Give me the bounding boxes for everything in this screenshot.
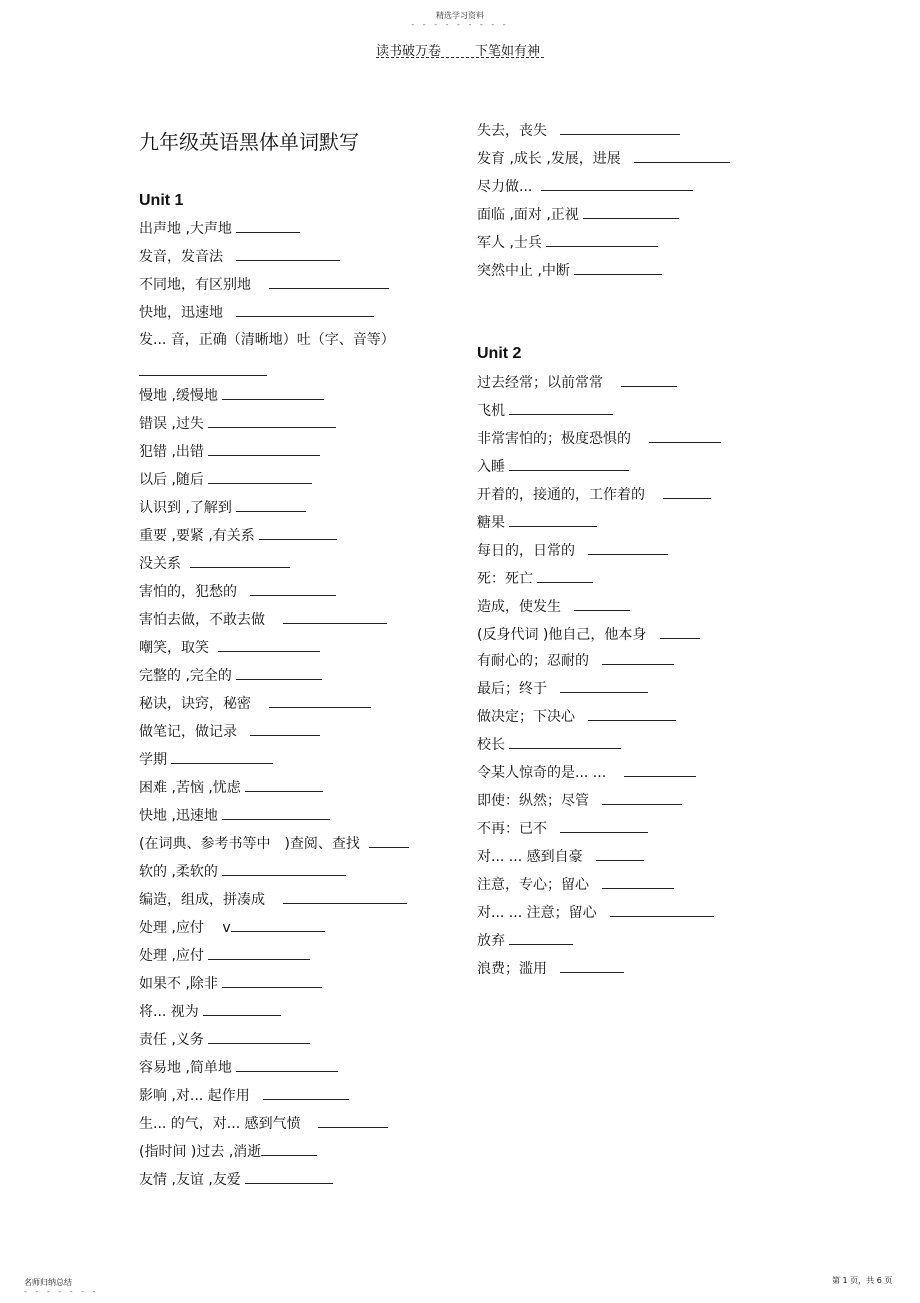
vocab-item: 做决定；下决心: [477, 708, 676, 724]
vocab-item: 非常害怕的；极度恐惧的: [477, 430, 721, 446]
vocab-item: 重要 ,要紧 ,有关系: [139, 527, 337, 543]
vocab-item: 友情 ,友谊 ,友爱: [139, 1171, 333, 1187]
motto-left: 读书破万卷: [376, 44, 442, 59]
answer-line: [139, 375, 267, 376]
vocab-item: 以后 ,随后: [139, 471, 312, 487]
vocab-item: (在词典、参考书等中 )查阅、查找: [139, 835, 409, 851]
vocab-item: 发... 音，正确（清晰地）吐（字、音等）: [139, 332, 395, 348]
vocab-item: 害怕的，犯愁的: [139, 583, 336, 599]
header-dots: - - - - - - - - -: [411, 20, 509, 29]
vocab-item: 发育 ,成长 ,发展，进展: [477, 150, 730, 166]
unit1-heading: Unit 1: [139, 192, 184, 209]
vocab-item: 做笔记，做记录: [139, 723, 320, 739]
vocab-item: 害怕去做，不敢去做: [139, 611, 387, 627]
vocab-item: (反身代词 )他自己，他本身: [477, 626, 700, 642]
vocab-item: 生... 的气，对... 感到气愤: [139, 1115, 388, 1131]
page-info: 第 1 页，共 6 页: [832, 1276, 893, 1285]
footer-dots: - - - - - - -: [24, 1287, 99, 1296]
vocab-item: 如果不 ,除非: [139, 975, 322, 991]
vocab-item: 完整的 ,完全的: [139, 667, 322, 683]
unit2-heading: Unit 2: [477, 345, 522, 362]
vocab-item: 放弃: [477, 932, 573, 948]
vocab-item: 编造，组成，拼凑成: [139, 891, 407, 907]
vocab-item: 软的 ,柔软的: [139, 863, 346, 879]
vocab-item: 糖果: [477, 514, 597, 530]
vocab-item: 将... 视为: [139, 1003, 281, 1019]
vocab-item: 影响 ,对... 起作用: [139, 1087, 349, 1103]
vocab-item: 最后；终于: [477, 680, 648, 696]
vocab-item: 令某人惊奇的是... ...: [477, 764, 696, 780]
vocab-item: 失去，丧失: [477, 122, 680, 138]
vocab-item: 秘诀，诀窍，秘密: [139, 695, 371, 711]
vocab-item: 处理 ,应付: [139, 947, 310, 963]
vocab-item: 发音，发音法: [139, 248, 340, 264]
vocab-item: 面临 ,面对 ,正视: [477, 206, 679, 222]
vocab-item: 每日的，日常的: [477, 542, 668, 558]
vocab-item: 对... ... 感到自豪: [477, 848, 644, 864]
vocab-item: 死：死亡: [477, 570, 593, 586]
vocab-item: 过去经常；以前常常: [477, 374, 677, 390]
vocab-item: 没关系: [139, 555, 290, 571]
vocab-item: 处理 ,应付 v: [139, 919, 325, 935]
motto-underline: [376, 57, 544, 58]
vocab-item: 即使：纵然；尽管: [477, 792, 682, 808]
vocab-item: 入睡: [477, 458, 629, 474]
vocab-item: 浪费；滥用: [477, 960, 624, 976]
vocab-item: 有耐心的；忍耐的: [477, 652, 674, 668]
vocab-item: 责任 ,义务: [139, 1031, 310, 1047]
vocab-item: 嘲笑，取笑: [139, 639, 320, 655]
vocab-item: 校长: [477, 736, 621, 752]
vocab-item: 困难 ,苦恼 ,忧虑: [139, 779, 323, 795]
vocab-item: 快地 ,迅速地: [139, 807, 330, 823]
motto-right: 下笔如有神: [475, 44, 541, 59]
vocab-item: 不同地，有区别地: [139, 276, 389, 292]
header-tag: 精选学习资料: [436, 11, 484, 20]
vocab-item: 慢地 ,缓慢地: [139, 387, 324, 403]
vocab-item: 飞机: [477, 402, 613, 418]
vocab-item: 尽力做...: [477, 178, 693, 194]
vocab-item: 军人 ,士兵: [477, 234, 658, 250]
vocab-item: 开着的，接通的，工作着的: [477, 486, 711, 502]
footer-label: 名师归纳总结: [24, 1278, 72, 1287]
vocab-item: 突然中止 ,中断: [477, 262, 662, 278]
vocab-item: 学期: [139, 751, 273, 767]
vocab-item: 对... ... 注意；留心: [477, 904, 714, 920]
vocab-item: 认识到 ,了解到: [139, 499, 306, 515]
vocab-item: 不再：已不: [477, 820, 648, 836]
vocab-item: 注意，专心；留心: [477, 876, 674, 892]
vocab-item: 容易地 ,简单地: [139, 1059, 338, 1075]
vocab-item: 犯错 ,出错: [139, 443, 320, 459]
vocab-item: (指时间 )过去 ,消逝: [139, 1143, 317, 1159]
document-title: 九年级英语黑体单词默写: [139, 130, 359, 154]
vocab-item: 出声地 ,大声地: [139, 220, 300, 236]
vocab-item: 快地，迅速地: [139, 304, 374, 320]
vocab-item: 造成，使发生: [477, 598, 630, 614]
vocab-item: 错误 ,过失: [139, 415, 336, 431]
